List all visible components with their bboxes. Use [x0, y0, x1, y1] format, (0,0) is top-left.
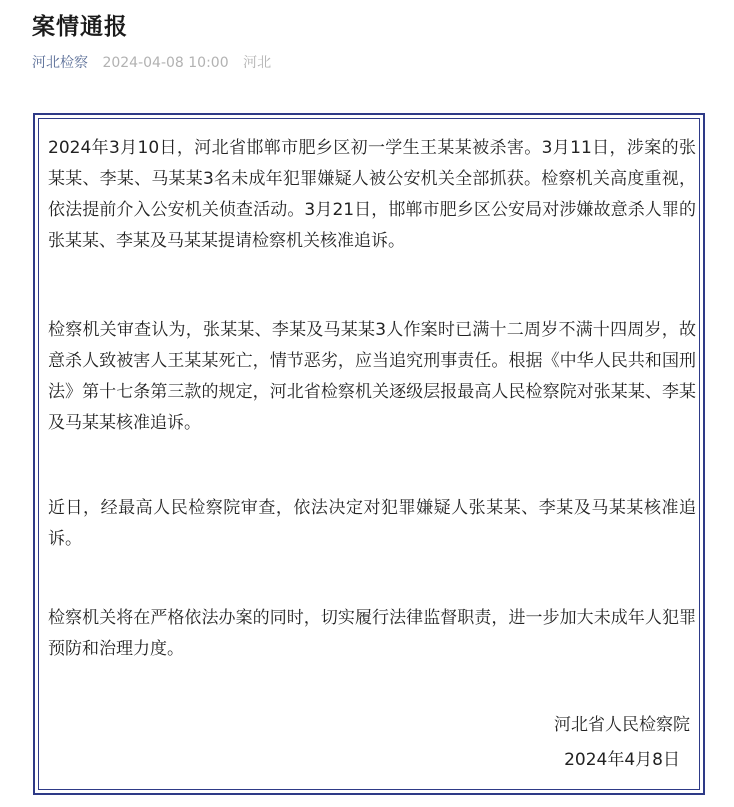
source-account-link[interactable]: 河北检察 [32, 55, 88, 71]
article-meta [32, 52, 271, 72]
paragraph-1: 2024年3月10日，河北省邯郸市肥乡区初一学生王某某被杀害。3月11日，涉案的张某某、李某、马某某3名未成年犯罪嫌疑人被公安机关全部抓获。检察机关高度重视，依法提前介入公安机关侦查活动。3月21日，邯郸市肥乡区公安局对涉嫌故意杀人罪的张某某、李某及马某某提请检察机关核准追诉。 [48, 138, 696, 251]
paragraph-2: 检察机关审查认为，张某某、李某及马某某3人作案时已满十二周岁不满十四周岁，故意杀人致被害人王某某死亡，情节恶劣，应当追究刑事责任。根据《中华人民共和国刑法》第十七条第三款的规定，河北省检察机关逐级层报最高人民检察院对张某某、李某及马某某核准追诉。 [48, 320, 696, 433]
paragraph-4: 检察机关将在严格依法办案的同时，切实履行法律监督职责，进一步加大未成年人犯罪预防和治理力度。 [48, 608, 696, 659]
paragraph-3: 近日，经最高人民检察院审查，依法决定对犯罪嫌疑人张某某、李某及马某某核准追诉。 [48, 498, 696, 549]
issuer-signature: 河北省人民检察院 [554, 715, 690, 735]
signature-date: 2024年4月8日 [564, 750, 680, 770]
publish-region: 河北 [243, 55, 272, 71]
publish-datetime: 2024-04-08 10:00 [102, 55, 229, 71]
page-title: 案情通报 [32, 14, 128, 40]
